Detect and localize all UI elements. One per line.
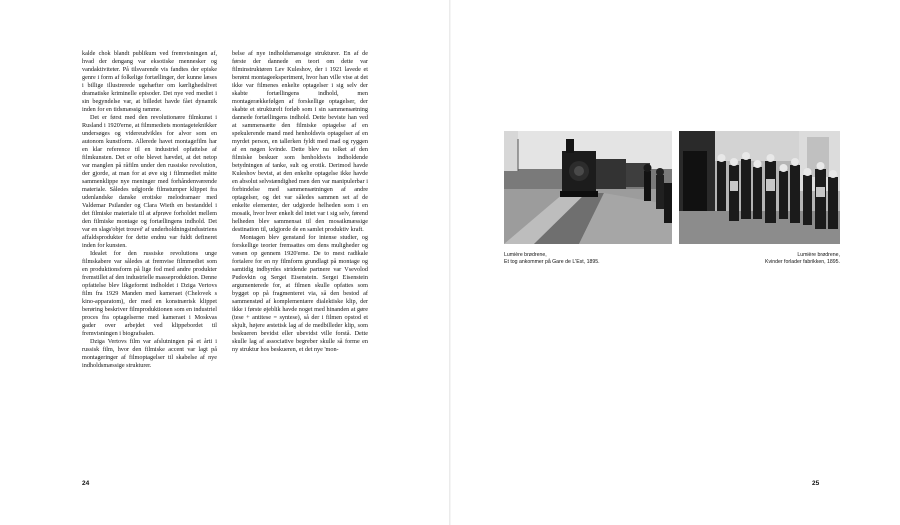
paragraph: Det er først med den revolutionære filmkunst i Rusland i 1920'erne, at filmmediets montageteknikker undersøges og videreudvikles for alvor som en autonom kunstform. Allerede havet montagefilm har en klar reference til en industriel opfattelse af filmkunsten. Det er ofte blevet hævdet, at det netop var manglen på råfilm under den russiske revolution, der gjorde, at man for at øve sig i filmmediet måtte sammenklippe nye meninger med forhåndenværende materiale. Således udgjorde filmstumper klippet fra udenlandske danske erotiske melodramaer med Valdemar Psilander og Clara Wieth en bestanddel i det filmiske materiale til at afprøve forholdet mellem den filmiske montage og fortællingens indhold. Det var en slags'objet trouvé' af underholdningsindustriens affaldsprodukter for dette endnu var fuldt defineret inden for kunsten. bbox=[82, 114, 217, 249]
paragraph: Montagen blev genstand for intense studier, og forskellige teorier fremsattes om dens muligheder og væsen op gennem 1920'erne. De to mest radikale fortalere for en ny filmform grundlagt på montage og samtidig indbyrdes stridende partnere var Vsevolod Pudovkin og Sergei Eisenstein. Sergei Eisenstein argumenterede for, at filmen skulle opfattes som bygget op på fragmenteret via, så den bestod af sammenstød af komplementære dialektiske klip, der ikke i første øjeblik havde noget med hinanden at gøre (tese + antitese = syntese), så der i filmen opstod et skjult, højere æstetisk lag af de medbilleder klip, som beskueren bevidst eller ubevidst ville forstå. Dette skulle lag af associative begreber skulle så forme en ny struktur hos beskueren, et det nye 'mon- bbox=[232, 234, 368, 353]
page-number-right: 25 bbox=[812, 480, 820, 487]
caption-line: Kvinder forlader fabrikken, 1895. bbox=[765, 259, 840, 265]
paragraph: kalde chok blandt publikum ved fremvisningen af, hvad der dengang var eksotiske mennesker og vandaktiviteter. På tilsvarende vis fandtes der episke genre i form af folkelige fortællinger, der kunne læses i billige illustrerede ugehæfter om kærlighedslivet dramatiske kriminelle episoder. Det nye ved mediet i sin begyndelse var, at billedet havde fået dynamik inden for en tidsmæssig ramme. bbox=[82, 50, 217, 113]
text-column-1 bbox=[82, 50, 217, 370]
figure-caption-1 bbox=[504, 252, 672, 266]
caption-line: Lumière brødrene, bbox=[504, 252, 547, 258]
caption-line: Lumière brødrene, bbox=[797, 252, 840, 258]
page-number-left: 24 bbox=[82, 480, 90, 487]
caption-line: Et tog ankommer på Gare de L'Est, 1895. bbox=[504, 259, 600, 265]
paragraph: Dziga Vertovs film var afslutningen på et årti i russisk film, hvor den filmiske accent var lagt på montageringer af filmoptagelser til skabelse af nye indholdsmæssige strukturer. bbox=[82, 338, 217, 369]
paragraph: Idealet for den russiske revolutions unge filmskabere var således at fremvise filmmediet som en produktionsform på lige fod med andre produkter fremstillet af den industrielle masseproduktion. Denne opfattelse blev likgeformt indholdet i Dziga Vertovs film fra 1929 Manden med kameraet (Chelovek s kino-apparatom), der med en konstnærisk klippet berøring beskriver filmproduktionen som en industriel proces fra optagelserne med kameraet i Moskvas gader over arbejdet ved klippebordet til fremvisningen i biografsalen. bbox=[82, 250, 217, 337]
paragraph: belse af nye indholdsmæssige strukturer. En af de første der dannede en teori om dette var filminstruktøren Lev Kuleshov, der i 1921 lavede et berømt montageeksperiment, hvor han ville vise at det ikke var filmenes enkelte optagelser i sig selv der skabte fortællingens indhold, men montagerækkefølgen af forskellige optagelser, der skabte et strukturelt forløb som i sin sammensætning dannede fortællingens indhold. Dette beviste han ved at sammensætte den filmiske optagelse af en spekulerende mand med henholdsvis optagelser af en myrdet person, en tallerken fyldt med mad og ryggen af en nøgen kvinde. Dette blev nu tolket af den filmiske beskuer som henholdsvis indholdende betydningen af tanke, sult og erotik. Derimod havde Kuleshov bevist, at den enkelte optagelse ikke havde en absolut selvstændighed men den var manipulerbar i forbindelse med sammensætningen af andre optagelser, og det var således sammen set af de enkelte elementer, der udgjorde helheden som i en mosaik, hvor hver enkelt del intet var i sig selv, førend helheden blev sammensat til den mosaikmæssige destination til, udgjorde de en samlet produktiv kraft. bbox=[232, 50, 368, 233]
text-column-2 bbox=[232, 50, 368, 354]
figure-caption-2 bbox=[680, 252, 840, 266]
train-arrival-photo bbox=[504, 131, 672, 244]
book-gutter bbox=[449, 0, 451, 525]
factory-exit-photo bbox=[679, 131, 840, 244]
